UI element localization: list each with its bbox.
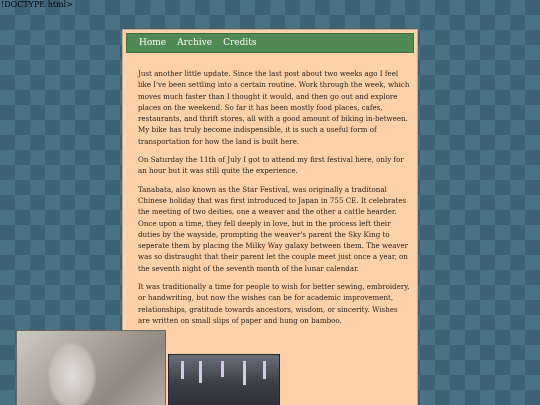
nav-bar (126, 33, 414, 53)
post-paragraph: On Saturday the 11th of July I got to attend my first festival here, only for an hour but it was still quite the experience. (138, 155, 404, 176)
hanging-decoration (199, 361, 202, 383)
photo-row (16, 330, 282, 405)
nav-link-home[interactable]: Home (139, 38, 167, 48)
photo-figure-shape (47, 341, 97, 405)
hanging-decoration (221, 361, 224, 377)
festival-photo-1[interactable] (16, 330, 166, 405)
post-paragraph: Tanabata, also known as the Star Festival, was originally a traditonal Chinese holiday that was first introduced to Japan in 755 CE. It celebrates the meeting of two deities, one a weaver and the other a cattle hearder. Once upon a time, they fell deeply in love, but in the process left their duties by the wayside, prompting the weaver's parent the Sky King to seperate them by placing the Milky Way galaxy between them. The weaver was so distraught that their parent let the couple meet just once a year, on the seventh night of the seventh month of the lunar calendar. (138, 184, 409, 273)
nav-link-credits[interactable]: Credits (223, 38, 257, 48)
nav-link-archive[interactable]: Archive (177, 38, 213, 48)
festival-photo-2[interactable] (168, 354, 280, 405)
hanging-decoration (243, 361, 246, 385)
hanging-decoration (263, 361, 266, 379)
hanging-decoration (181, 361, 184, 379)
post-body (138, 68, 410, 333)
post-paragraph: It was traditionally a time for people to wish for better sewing, embroidery, or handwriting, but now the wishes can be for academic improvement, relationships, gratitude towards ancestors, wisdom, or sincerity. Wishes are written on small slips of paper and hung on bamboo. (138, 282, 410, 325)
stray-doctype-text: !DOCTYPE html> (1, 0, 73, 9)
post-paragraph: Just another little update. Since the last post about two weeks ago I feel like I've been settling into a certain routine. Work through the week, which moves much faster than I thought it would, and then go out and explore places on the weekend. So far it has been mostly food places, cafes, restaurants, and thrift stores, all with a good amount of biking in-between. My bike has truly become indispensible, it is such a useful form of transportation for how the land is built here. (138, 69, 410, 146)
